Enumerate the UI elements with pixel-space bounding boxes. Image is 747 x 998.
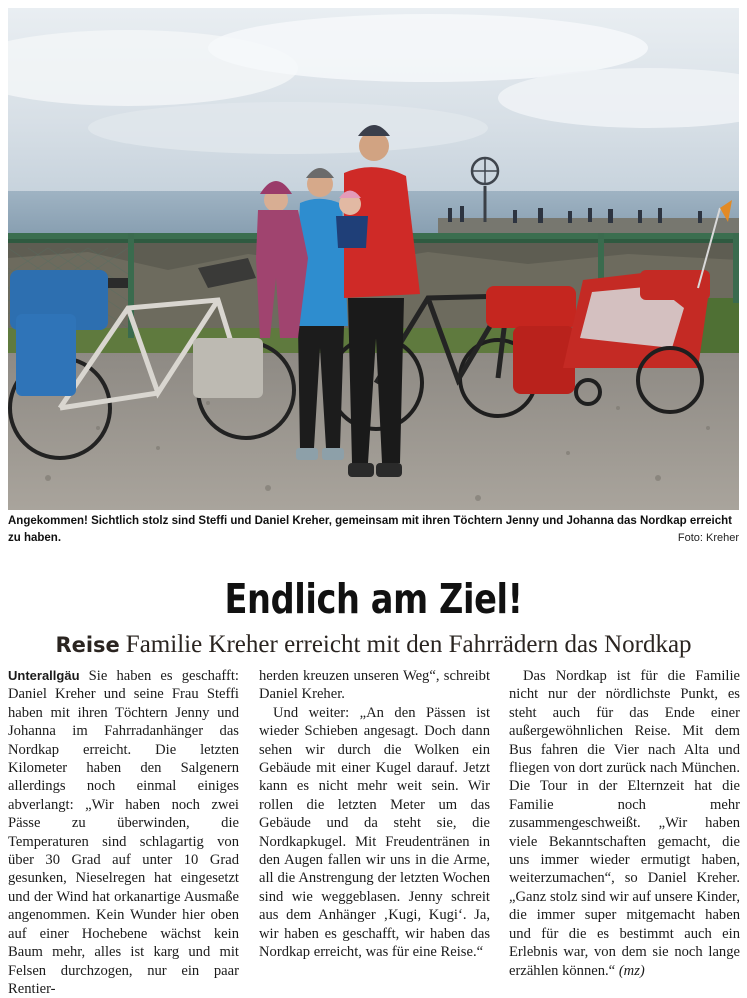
- caption-text: Angekommen! Sichtlich stolz sind Steffi und Daniel Kreher, gemeinsam mit ihren Töchtern Jenny und Johanna das Nordkap erreicht zu haben.: [8, 515, 733, 544]
- family-bicycles-photo: [8, 8, 739, 510]
- subhead-kicker: Reise: [55, 633, 120, 657]
- article-column-3: [509, 667, 740, 980]
- author-signature: (mz): [618, 962, 645, 979]
- article-column-1: [8, 667, 239, 998]
- paragraph-text: Sie haben es geschafft: Daniel Kreher und seine Frau Steffi haben mit ihren Töchtern Jenny und Johanna im Fahrradanhänger das Nordkap erreicht. Die letzten Kilometer haben den Salgenern allerdings noch einmal einiges abverlangt: „Wir haben noch zwei Pässe zu überwinden, die Temperaturen sind schlagartig von über 30 Grad auf unter 10 Grad gesunken, Nieselregen hat eingesetzt und der Wind hat orkanartige Ausmaße angenommen. Kein Wunder hier oben auf einer Hochebene wächst kein Baum mehr, alles ist karg und mit Felsen durchzogen, nur ein paar Rentier-: [8, 668, 239, 997]
- photo-credit: Foto: Kreher: [677, 532, 739, 544]
- article-column-2: [259, 667, 490, 962]
- article-paragraph: [509, 667, 740, 980]
- subheadline: [0, 628, 747, 662]
- article-paragraph: [8, 667, 239, 998]
- article-photo: [8, 8, 739, 510]
- article-paragraph: herden kreuzen unseren Weg“, schreibt Daniel Kreher.: [259, 668, 490, 703]
- photo-caption: [8, 513, 739, 547]
- dateline: Unterallgäu: [8, 668, 80, 683]
- article-paragraph: Und weiter: „An den Pässen ist wieder Schieben angesagt. Doch dann sehen wir durch die Wolken ein Gebäude mit einer Kugel darauf. Jetzt kann es nicht mehr weit sein. Wir rollen die letzten Meter um das Gebäude und da steht sie, die Nordkapkugel. Mit Freudentränen in den Augen fallen wir uns in die Arme, all die Anstrengung der letzten Wochen sind wie weggeblasen. Jenny schreit aus dem Anhänger ‚Kugi, Kugi‘. Ja, wir haben es geschafft, wir haben das Nordkap erreicht, was für eine Reise.“: [259, 704, 490, 961]
- subhead-text: Familie Kreher erreicht mit den Fahrrädern das Nordkap: [125, 631, 692, 658]
- headline: Endlich am Ziel!: [224, 575, 523, 623]
- paragraph-text: Das Nordkap ist für die Familie nicht nur der nördlichste Punkt, es steht auch für das Ende einer außergewöhnlichen Reise. Mit dem Bus fahren die Vier nach Alta und fliegen von dort zurück nach München. Die Tour in der Elternzeit hat die Familie noch mehr zusammengeschweißt. „Wir haben viele Bekanntschaften gemacht, die uns immer wieder ermutigt haben, weiterzumachen“, so Daniel Kreher. „Ganz stolz sind wir auf unsere Kinder, die immer super mitgemacht haben und für die es bestimmt auch ein Erlebnis war, von dem sie noch lange erzählen können.“: [509, 668, 740, 979]
